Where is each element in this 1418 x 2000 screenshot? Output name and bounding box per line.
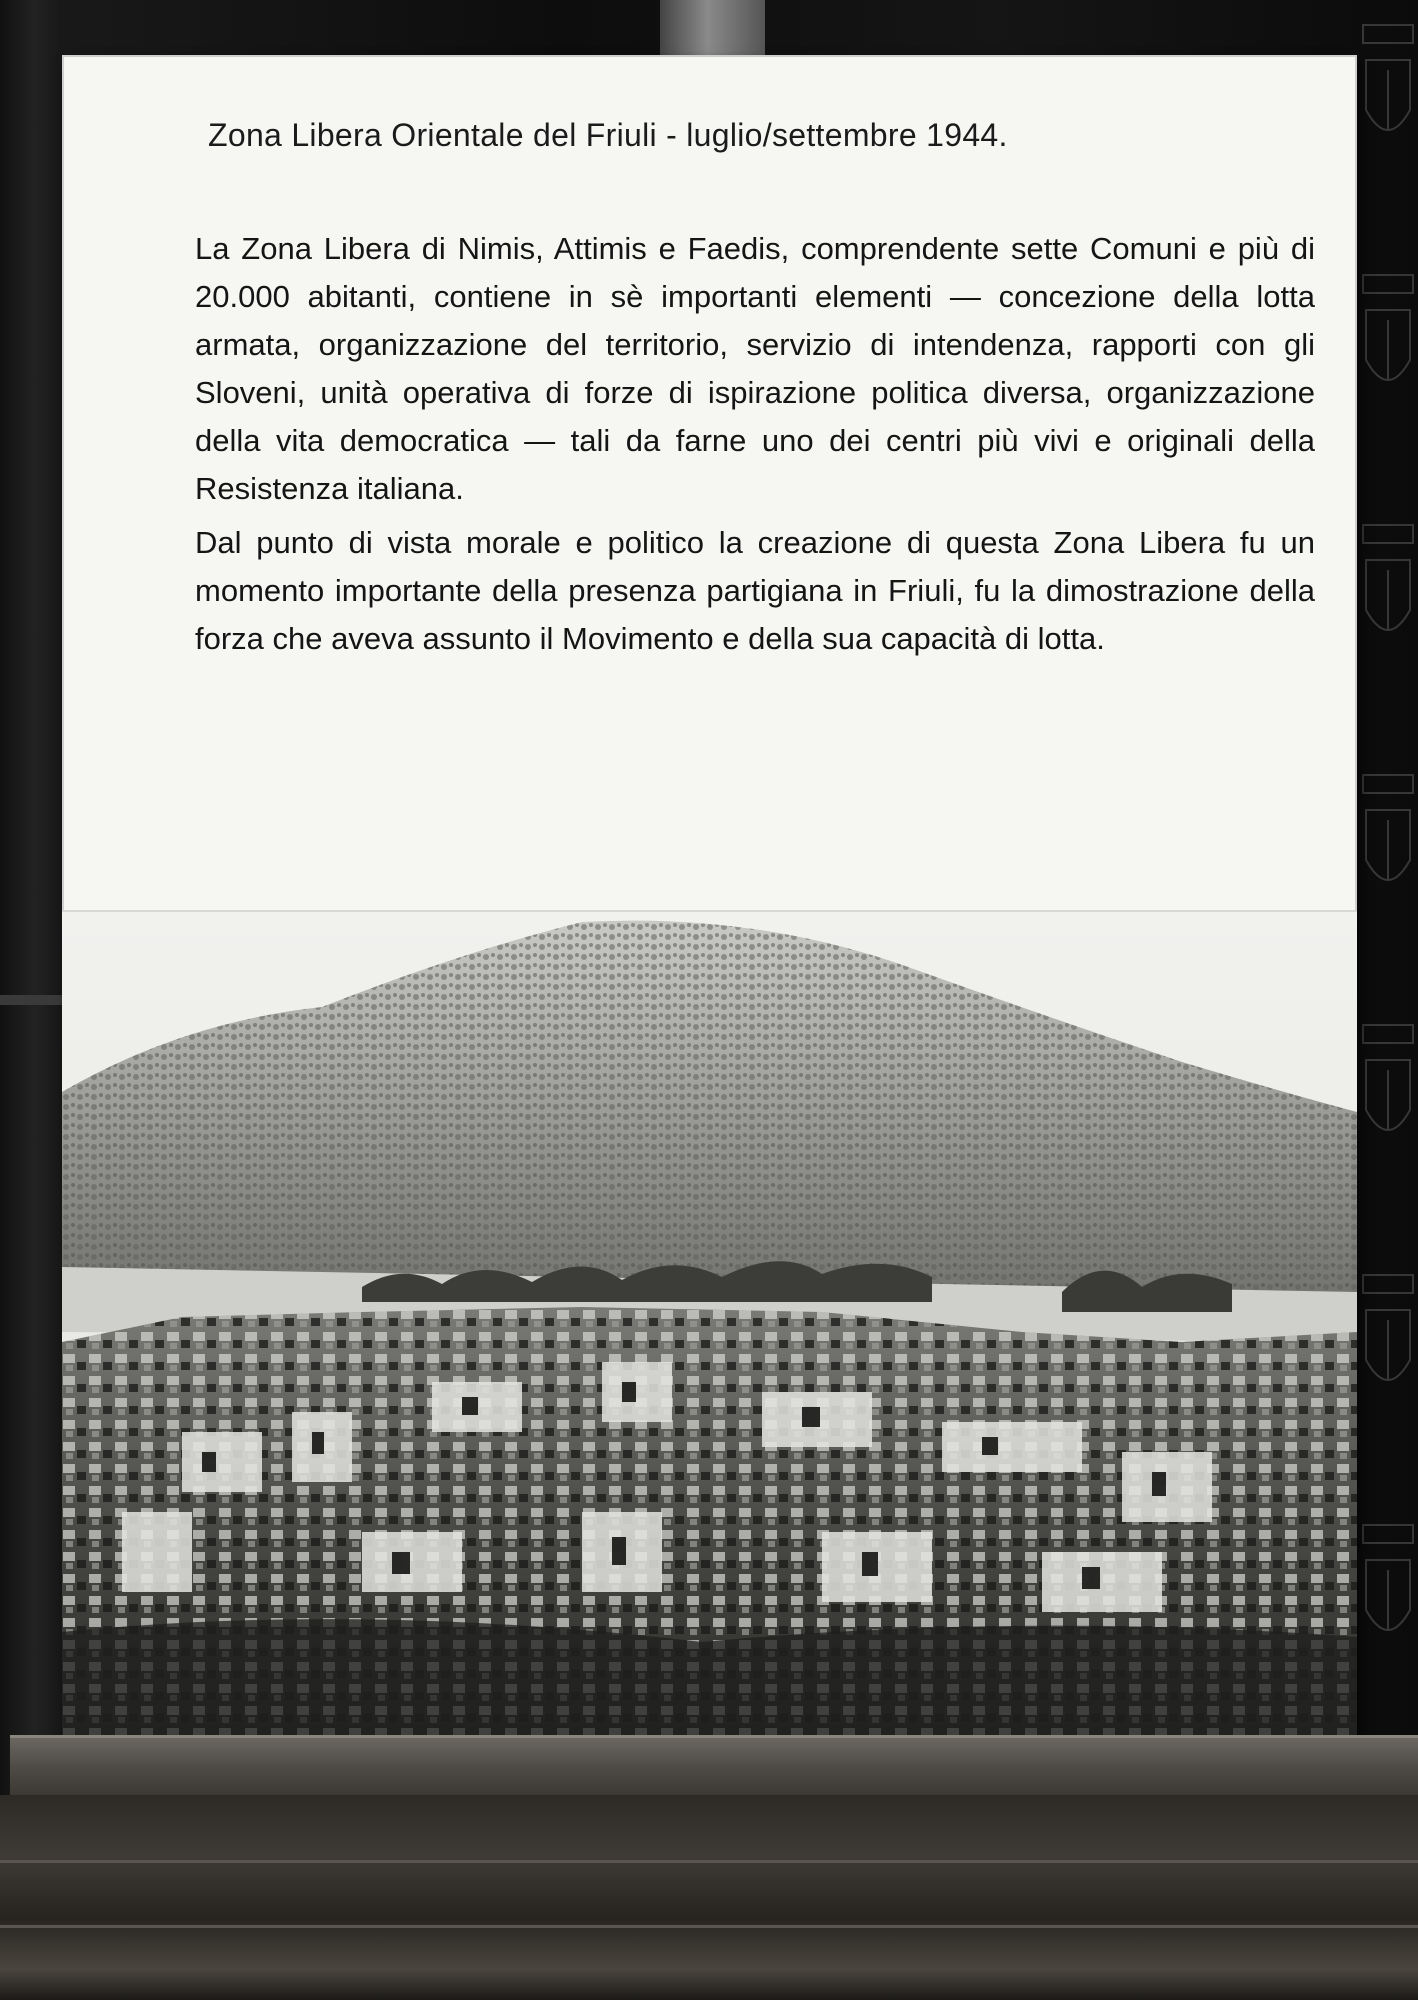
village-ruins-photo	[62, 912, 1357, 1735]
panel-paragraph-2: Dal punto di vista morale e politico la creazione di questa Zona Libera fu un momento importante della presenza partigiana in Friuli, fu la dimostrazione della forza che aveva assunto il Movimento e della sua capacità di lotta.	[195, 525, 1315, 656]
ledge-groove	[0, 1925, 1418, 1928]
crest-watermark-icon	[1358, 1020, 1418, 1170]
crest-watermark-icon	[1358, 770, 1418, 920]
crest-watermark-icon	[1358, 1270, 1418, 1420]
crest-watermark-icon	[1358, 1520, 1418, 1670]
panel-paragraph-1: La Zona Libera di Nimis, Attimis e Faedis, comprendente sette Comuni e più di 20.000 abitanti, contiene in sè importanti elementi — concezione della lotta armata, organizzazione del territorio, servizio di intendenza, rapporti con gli Sloveni, unità operativa di forze di ispirazione politica diversa, organizzazione della vita democratica — tali da farne uno dei centri più vivi e originali della Resistenza italiana.	[195, 231, 1315, 506]
panel-title: Zona Libera Orientale del Friuli - luglio/settembre 1944.	[208, 117, 1008, 153]
easel-ledge-front	[0, 1795, 1418, 2000]
crest-watermark-icon	[1358, 270, 1418, 420]
crest-watermark-icon	[1358, 520, 1418, 670]
easel-post	[660, 0, 765, 60]
crest-watermark-icon	[1358, 20, 1418, 170]
panel-body	[195, 225, 1315, 669]
easel-ledge	[10, 1735, 1418, 1798]
ledge-groove	[0, 1860, 1418, 1863]
watermark-column	[1358, 0, 1418, 2000]
wall-stripe	[0, 995, 62, 1005]
ruins-landscape-image	[62, 912, 1357, 1735]
